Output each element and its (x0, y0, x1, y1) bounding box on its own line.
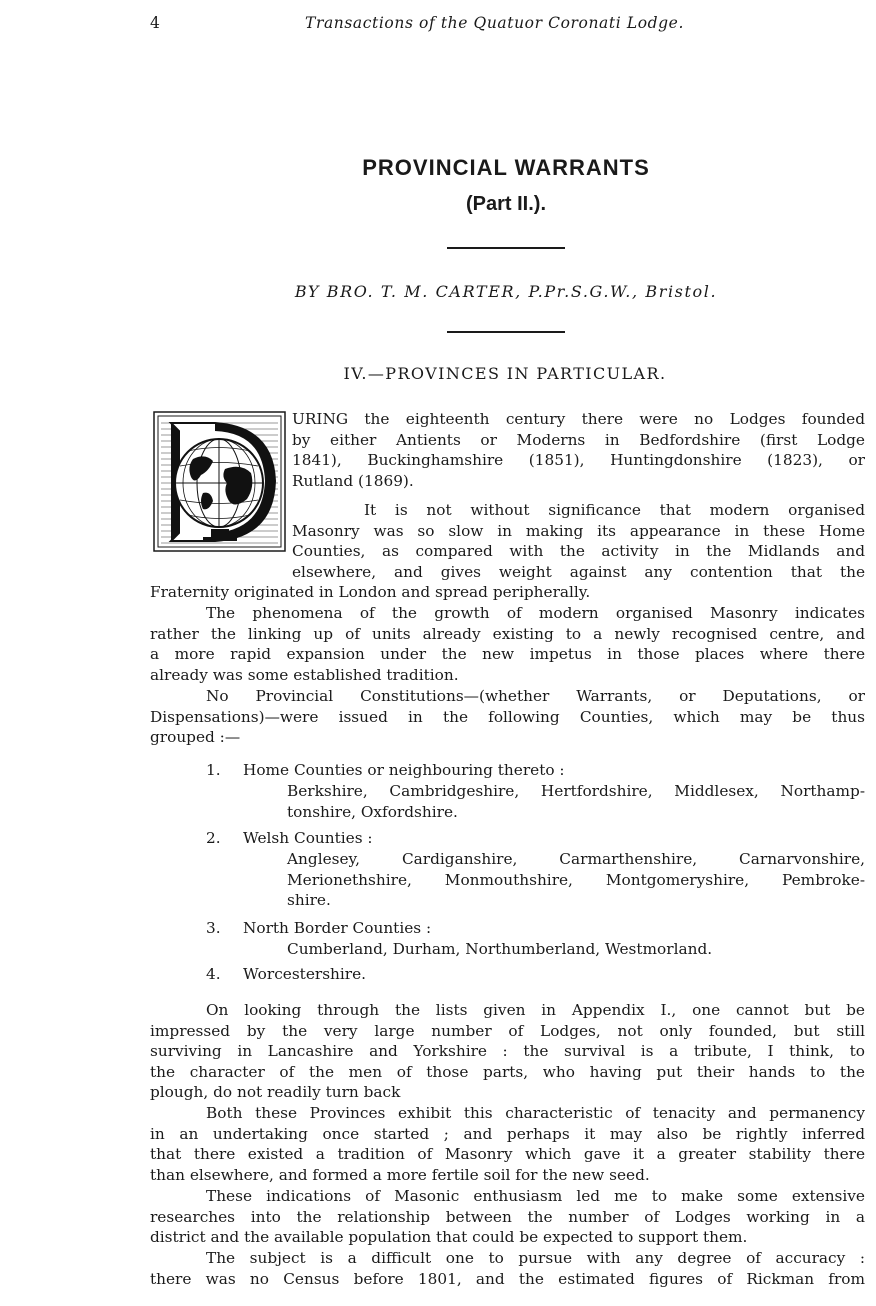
text-line: plough, do not readily turn back (150, 1083, 401, 1101)
paragraph-1 (292, 409, 865, 491)
author-byline: BY BRO. T. M. CARTER, P.Pr.S.G.W., Bristol. (294, 282, 718, 301)
list-number: 4. (206, 965, 221, 983)
list-heading: Welsh Counties : (243, 829, 373, 847)
text-line: Cumberland, Durham, Northumberland, Westmorland. (287, 940, 713, 958)
text-line: there was no Census before 1801, and the estimated figures of Rickman from (150, 1269, 865, 1288)
list-detail (287, 939, 865, 960)
text-line: by either Antients or Moderns in Bedfordshire (first Lodge (292, 430, 865, 449)
article-subtitle: (Part II.). (465, 193, 546, 215)
text-line: already was some established tradition. (150, 665, 459, 684)
list-detail (287, 849, 865, 911)
text-line: Rutland (1869). (292, 471, 414, 490)
text-line: elsewhere, and gives weight against any contention that the (292, 562, 865, 581)
list-number: 1. (206, 761, 221, 779)
text-line: Masonry was so slow in making its appearance in these Home (292, 521, 865, 540)
text-line: Both these Provinces exhibit this characteristic of tenacity and permanency (206, 1104, 865, 1122)
list-number: 2. (206, 829, 221, 847)
text-line: The subject is a difficult one to pursue with any degree of accuracy : (206, 1249, 865, 1267)
paragraph-3 (150, 686, 865, 748)
text-line: researches into the relationship between the number of Lodges working in a (150, 1207, 865, 1226)
text-line: impressed by the very large number of Lodges, not only founded, but still (150, 1021, 865, 1040)
text-line: grouped :— (150, 728, 241, 746)
list-number: 3. (206, 919, 221, 937)
list-heading: Worcestershire. (243, 965, 367, 983)
globe-initial-d-icon (153, 411, 286, 552)
text-line: Berkshire, Cambridgeshire, Hertfordshire, Middlesex, Northamp- (287, 782, 865, 800)
text-line: 1841), Buckinghamshire (1851), Huntingdonshire (1823), or (292, 451, 865, 469)
text-line: Merionethshire, Monmouthshire, Montgomeryshire, Pembroke- (287, 870, 865, 889)
text-line: It is not without significance that modern organised (364, 501, 865, 519)
text-line: Fraternity originated in London and spread peripherally. (150, 583, 591, 601)
text-line: surviving in Lancashire and Yorkshire : the survival is a tribute, I think, to (150, 1042, 865, 1060)
paragraph-2 (150, 603, 865, 685)
text-line: No Provincial Constitutions—(whether Warrants, or Deputations, or (206, 687, 865, 705)
section-heading: IV.—PROVINCES IN PARTICULAR. (343, 364, 667, 383)
article-title: PROVINCIAL WARRANTS (362, 155, 650, 180)
journal-title: Transactions of the Quatuor Coronati Lodge. (305, 14, 684, 32)
text-line: district and the available population that could be expected to support them. (150, 1228, 748, 1246)
paragraph-4 (150, 1000, 865, 1103)
text-line: tonshire, Oxfordshire. (287, 802, 458, 821)
list-heading: North Border Counties : (243, 919, 432, 937)
text-line: These indications of Masonic enthusiasm led me to make some extensive (206, 1187, 865, 1205)
text-line: a more rapid expansion under the new impetus in those places where there (150, 645, 865, 663)
text-line: the character of the men of those parts, who having put their hands to the (150, 1062, 865, 1081)
text-line: in an undertaking once started ; and perhaps it may also be rightly inferred (150, 1124, 865, 1143)
list-heading: Home Counties or neighbouring thereto : (243, 761, 565, 779)
paragraph-1b (292, 500, 865, 582)
running-head (150, 14, 870, 38)
paragraph-5 (150, 1103, 865, 1185)
text-line: On looking through the lists given in Appendix I., one cannot but be (206, 1001, 865, 1019)
paragraph-7 (150, 1248, 865, 1289)
text-line: Anglesey, Cardiganshire, Carmarthenshire, Carnarvonshire, (287, 850, 865, 868)
text-line: The phenomena of the growth of modern organised Masonry indicates (206, 604, 865, 622)
text-line: rather the linking up of units already existing to a newly recognised centre, and (150, 624, 865, 643)
text-line: Dispensations)—were issued in the following Counties, which may be thus (150, 707, 865, 726)
text-line: that there existed a tradition of Masonry which gave it a greater stability there (150, 1145, 865, 1163)
byline-divider (447, 331, 565, 333)
text-line: shire. (287, 891, 331, 909)
text-line: than elsewhere, and formed a more fertile soil for the new seed. (150, 1165, 650, 1184)
list-detail (287, 781, 865, 822)
text-line: URING the eighteenth century there were no Lodges founded (292, 410, 865, 428)
paragraph-1c (150, 582, 865, 603)
page-number: 4 (150, 14, 160, 32)
text-line: Counties, as compared with the activity in the Midlands and (292, 542, 865, 560)
title-divider (447, 247, 565, 249)
paragraph-6 (150, 1186, 865, 1248)
